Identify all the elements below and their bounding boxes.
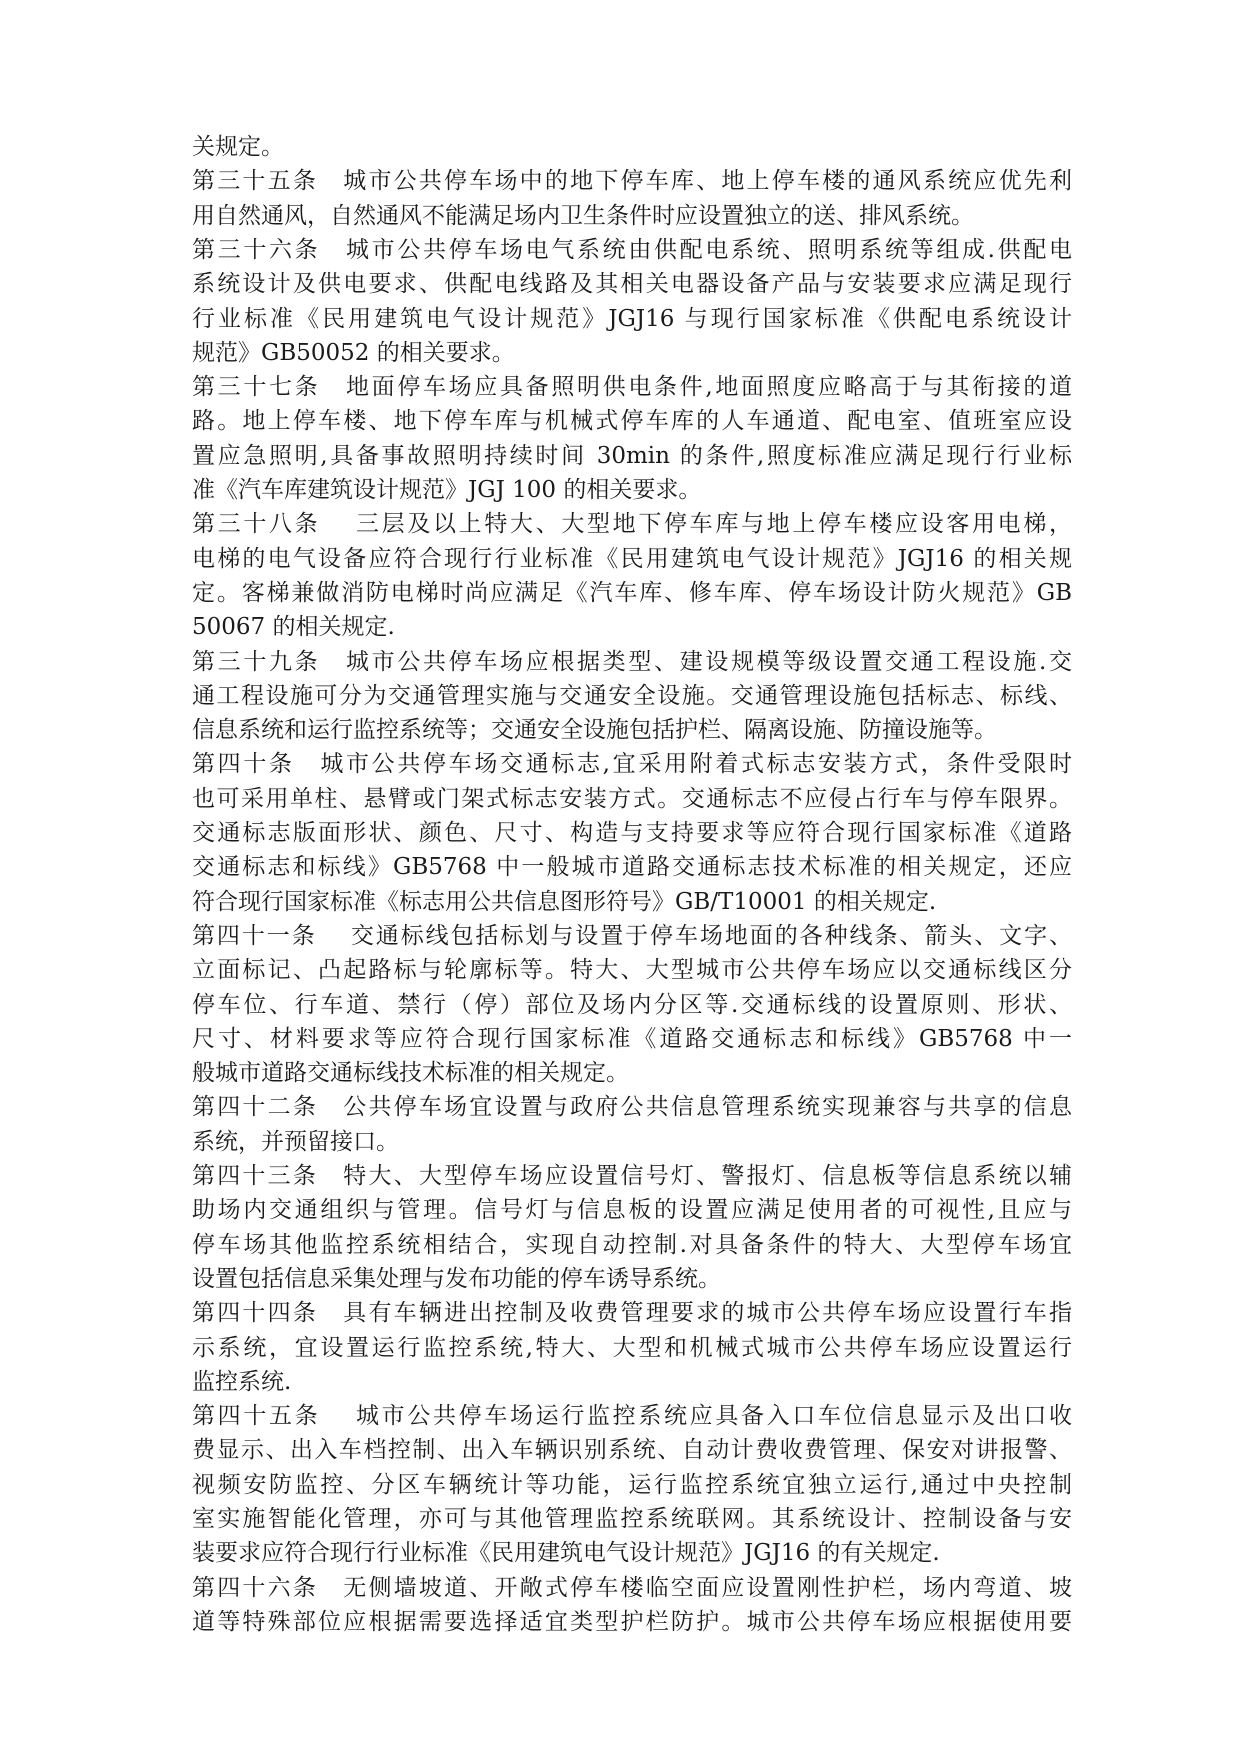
text-line: 助场内交通组织与管理。信号灯与信息板的设置应满足使用者的可视性,且应与 — [192, 1197, 1072, 1224]
text-line: 电梯的电气设备应符合现行行业标准《民用建筑电气设计规范》JGJ16 的相关规 — [192, 545, 1072, 572]
text-line: 路。地上停车楼、地下停车库与机械式停车库的人车通道、配电室、值班室应设 — [192, 408, 1072, 435]
text-line: 第四十五条 城市公共停车场运行监控系统应具备入口车位信息显示及出口收 — [192, 1403, 1072, 1430]
text-line: 符合现行国家标准《标志用公共信息图形符号》GB/T10001 的相关规定. — [192, 888, 937, 915]
text-line: 第三十七条 地面停车场应具备照明供电条件,地面照度应略高于与其衔接的道 — [192, 374, 1072, 401]
text-line: 信息系统和运行监控系统等；交通安全设施包括护栏、隔离设施、防撞设施等。 — [192, 717, 997, 744]
text-line: 第四十二条 公共停车场宜设置与政府公共信息管理系统实现兼容与共享的信息 — [192, 1094, 1072, 1121]
text-line: 费显示、出入车档控制、出入车辆识别系统、自动计费收费管理、保安对讲报警、 — [192, 1437, 1072, 1464]
text-line: 交通标志版面形状、颜色、尺寸、构造与支持要求等应符合现行国家标准《道路 — [192, 820, 1072, 846]
text-line: 定。客梯兼做消防电梯时尚应满足《汽车库、修车库、停车场设计防火规范》GB — [192, 579, 1072, 606]
text-line: 通工程设施可分为交通管理实施与交通安全设施。交通管理设施包括标志、标线、 — [192, 682, 1072, 709]
text-line: 第四十条 城市公共停车场交通标志,宜采用附着式标志安装方式，条件受限时 — [192, 751, 1072, 778]
text-line: 第三十九条 城市公共停车场应根据类型、建设规模等级设置交通工程设施.交 — [192, 648, 1072, 675]
text-line: 置应急照明,具备事故照明持续时间 30min 的条件,照度标准应满足现行行业标 — [192, 442, 1072, 469]
text-line: 视频安防监控、分区车辆统计等功能，运行监控系统宜独立运行,通过中央控制 — [192, 1471, 1072, 1498]
text-line: 立面标记、凸起路标与轮廓标等。特大、大型城市公共停车场应以交通标线区分 — [192, 957, 1072, 984]
text-line: 第三十五条 城市公共停车场中的地下停车库、地上停车楼的通风系统应优先利 — [192, 168, 1072, 195]
text-line: 50067 的相关规定. — [192, 614, 395, 641]
text-line: 关规定。 — [192, 134, 284, 160]
text-line: 监控系统. — [192, 1368, 292, 1395]
text-line: 系统，并预留接口。 — [192, 1128, 399, 1155]
text-line: 室实施智能化管理，亦可与其他管理监控系统联网。其系统设计、控制设备与安 — [192, 1506, 1072, 1532]
text-line: 交通标志和标线》GB5768 中一般城市道路交通标志技术标准的相关规定，还应 — [192, 854, 1072, 881]
text-line: 设置包括信息采集处理与发布功能的停车诱导系统。 — [192, 1265, 721, 1292]
text-line: 道等特殊部位应根据需要选择适宜类型护栏防护。城市公共停车场应根据使用要 — [192, 1608, 1072, 1635]
text-line: 第三十八条 三层及以上特大、大型地下停车库与地上停车楼应设客用电梯， — [192, 511, 1072, 538]
text-line: 第三十六条 城市公共停车场电气系统由供配电系统、照明系统等组成.供配电 — [192, 236, 1072, 263]
text-line: 行业标准《民用建筑电气设计规范》JGJ16 与现行国家标准《供配电系统设计 — [192, 305, 1072, 332]
text-line: 第四十六条 无侧墙坡道、开敞式停车楼临空面应设置刚性护栏，场内弯道、坡 — [192, 1574, 1072, 1601]
text-line: 系统设计及供电要求、供配电线路及其相关电器设备产品与安装要求应满足现行 — [192, 271, 1072, 298]
text-line: 装要求应符合现行行业标准《民用建筑电气设计规范》JGJ16 的有关规定. — [192, 1540, 940, 1567]
text-line: 第四十三条 特大、大型停车场应设置信号灯、警报灯、信息板等信息系统以辅 — [192, 1163, 1072, 1189]
text-line: 停车场其他监控系统相结合，实现自动控制.对具备条件的特大、大型停车场宜 — [192, 1231, 1072, 1258]
text-line: 准《汽车库建筑设计规范》JGJ 100 的相关要求。 — [192, 477, 702, 503]
text-line: 第四十一条 交通标线包括标划与设置于停车场地面的各种线条、箭头、文字、 — [192, 922, 1072, 949]
text-line: 尺寸、材料要求等应符合现行国家标准《道路交通标志和标线》GB5768 中一 — [192, 1025, 1072, 1052]
text-line: 停车位、行车道、禁行（停）部位及场内分区等.交通标线的设置原则、形状、 — [192, 991, 1072, 1018]
text-line: 示系统，宜设置运行监控系统,特大、大型和机械式城市公共停车场应设置运行 — [192, 1334, 1072, 1361]
text-line: 第四十四条 具有车辆进出控制及收费管理要求的城市公共停车场应设置行车指 — [192, 1300, 1072, 1327]
text-line: 用自然通风，自然通风不能满足场内卫生条件时应设置独立的送、排风系统。 — [192, 202, 974, 229]
text-line: 也可采用单柱、悬臂或门架式标志安装方式。交通标志不应侵占行车与停车限界。 — [192, 785, 1072, 812]
text-line: 规范》GB50052 的相关要求。 — [192, 339, 515, 366]
text-line: 般城市道路交通标线技术标准的相关规定。 — [192, 1060, 629, 1087]
